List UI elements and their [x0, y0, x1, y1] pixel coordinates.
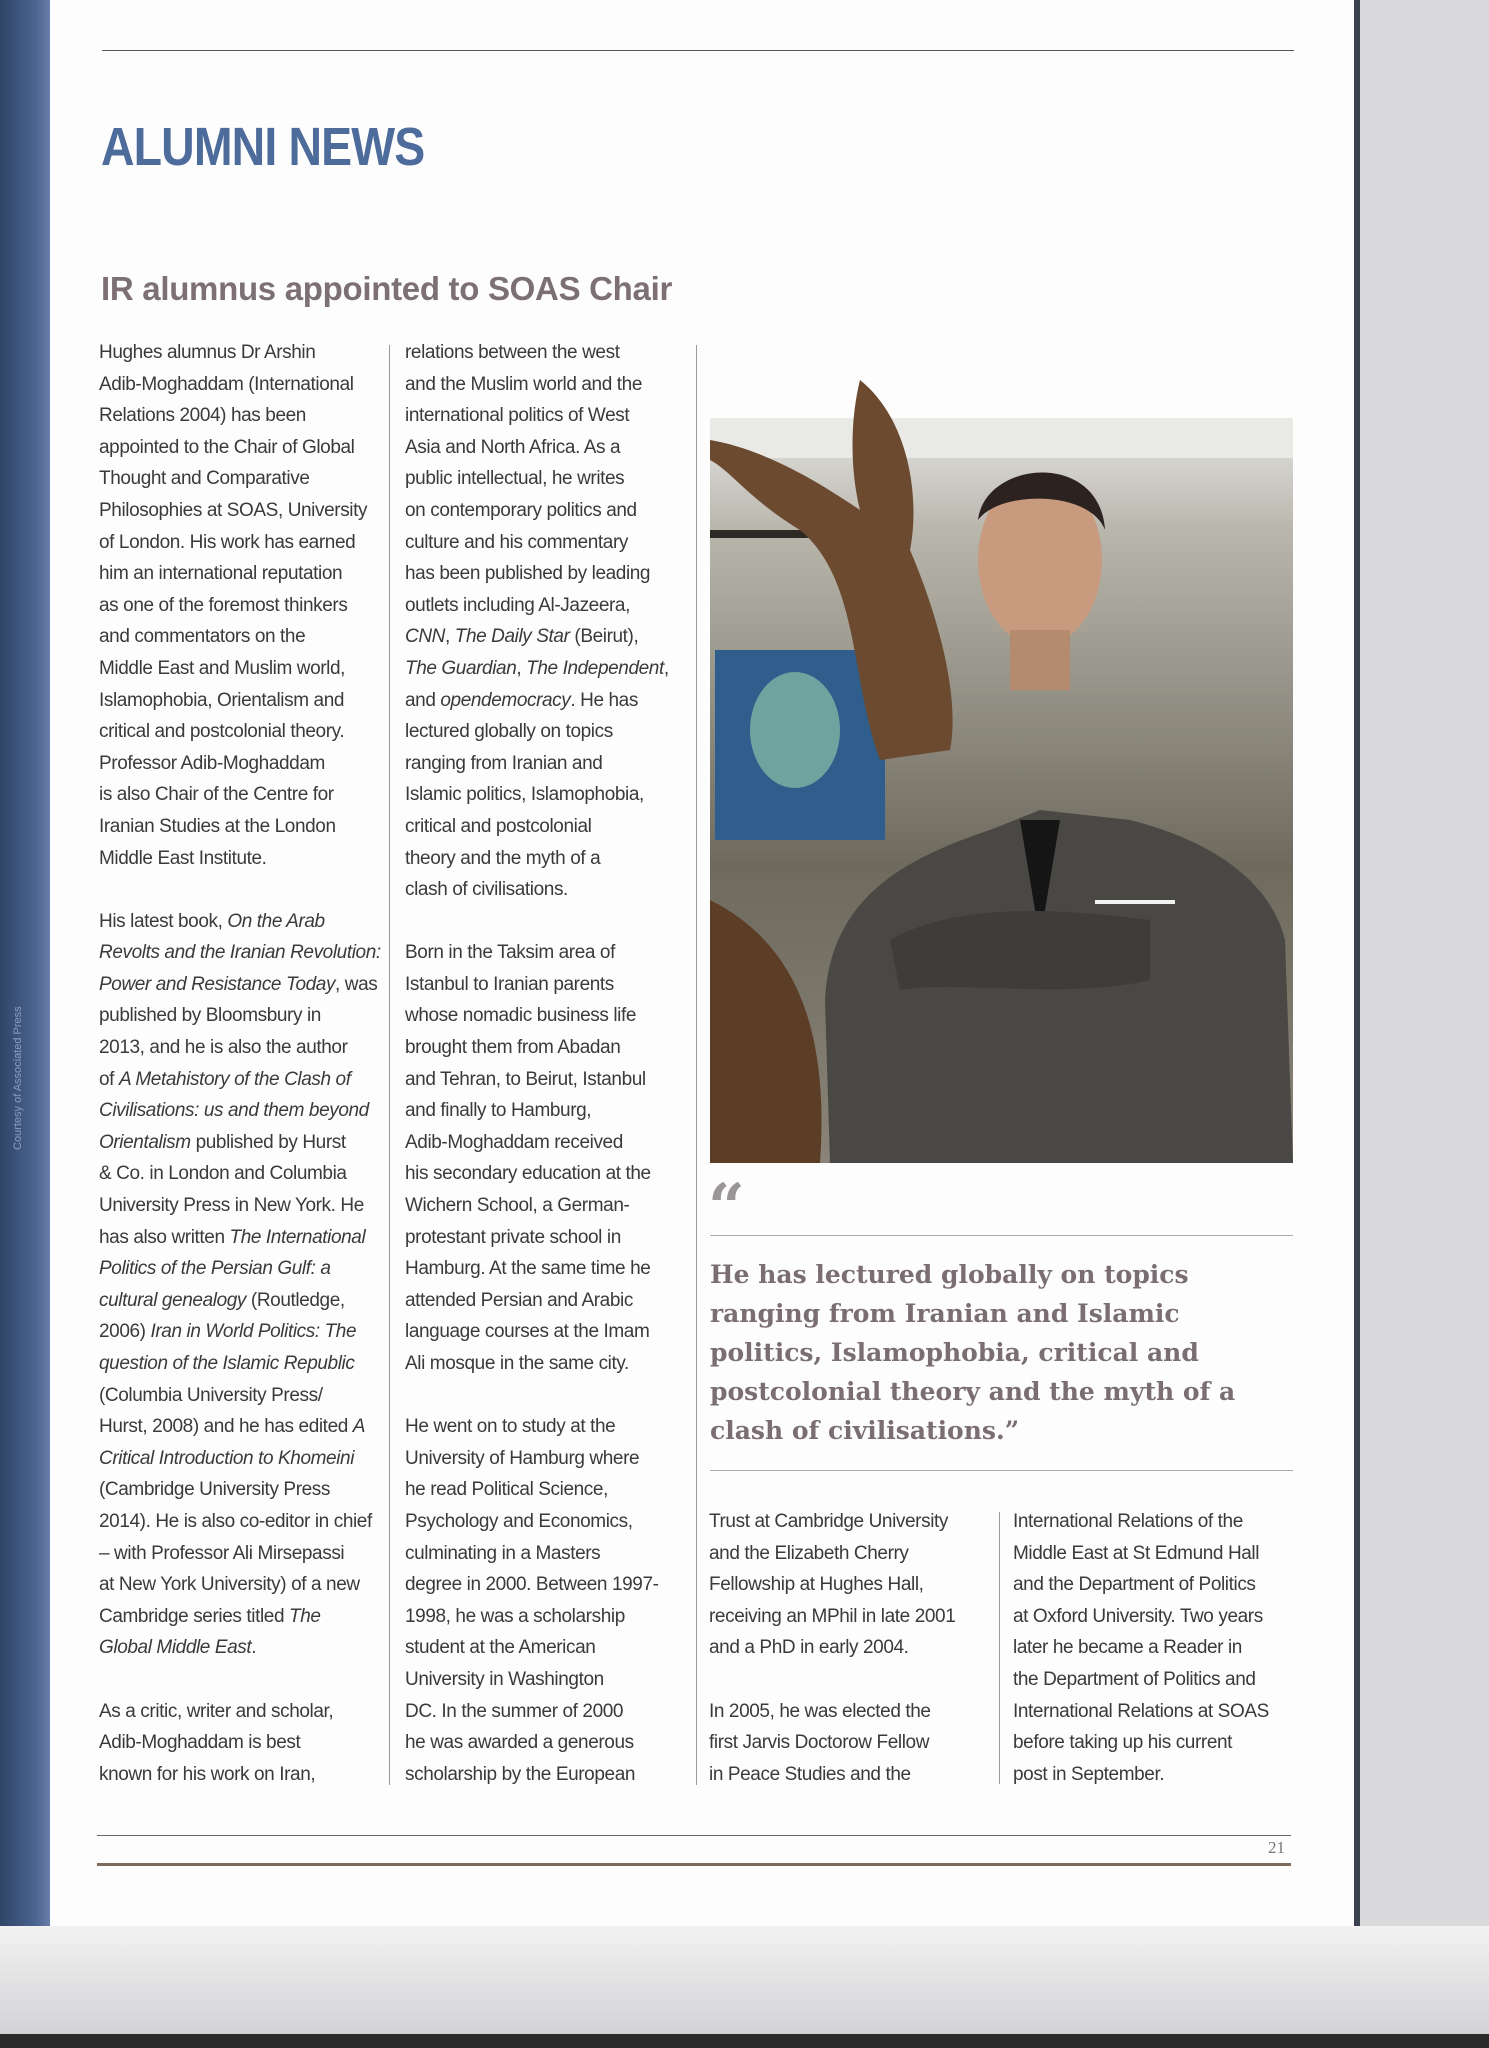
text-line: at Oxford University. Two years	[1013, 1605, 1263, 1627]
text-line	[99, 1664, 381, 1696]
scanner-edge	[0, 2034, 1489, 2048]
text-line: public intellectual, he writes	[405, 468, 625, 490]
text-line: Professor Adib-Moghaddam	[99, 752, 325, 774]
text-line: at New York University) of a new	[99, 1574, 360, 1596]
italic-title: The Independent	[526, 657, 664, 679]
text-line: culminating in a Masters	[405, 1542, 601, 1564]
text-span: Hurst, 2008) and he has edited	[99, 1416, 353, 1438]
text-span: of	[99, 1068, 119, 1090]
text-line	[405, 653, 669, 685]
text-line: international politics of West	[405, 405, 630, 427]
portrait-photo	[710, 380, 1293, 1163]
text-span: published by Hurst	[190, 1131, 346, 1153]
text-line: Middle East at St Edmund Hall	[1013, 1542, 1260, 1564]
text-line	[709, 1664, 955, 1696]
quote-top-rule	[710, 1235, 1293, 1236]
text-line	[99, 1601, 381, 1633]
text-line: Iranian Studies at the London	[99, 815, 336, 837]
italic-title: A Metahistory of the Clash of	[118, 1068, 351, 1090]
text-line: University of Hamburg where	[405, 1447, 640, 1469]
text-line: post in September.	[1013, 1763, 1165, 1785]
text-line: and the Elizabeth Cherry	[709, 1542, 909, 1564]
text-line: Hamburg. At the same time he	[405, 1258, 651, 1280]
text-span: ,	[663, 657, 669, 679]
text-span: and	[405, 689, 441, 711]
text-line: clash of civilisations.	[405, 879, 568, 901]
text-line: and the Muslim world and the	[405, 373, 642, 395]
text-line	[99, 906, 381, 938]
pull-quote: He has lectured globally on topics ranging from Iranian and Islamic politics, Islamophobia, critical and postcolonial theory and the myth of a clash of civilisations.”	[710, 1260, 1236, 1445]
text-line: appointed to the Chair of Global	[99, 436, 355, 458]
text-line: he read Political Science,	[405, 1479, 608, 1501]
text-line	[405, 685, 669, 717]
text-line: student at the American	[405, 1637, 596, 1659]
text-line: later he became a Reader in	[1013, 1637, 1242, 1659]
photo-credit: Courtesy of Associated Press	[12, 1006, 24, 1150]
text-line: Middle East Institute.	[99, 847, 267, 869]
text-line	[99, 937, 381, 969]
text-line: scholarship by the European	[405, 1763, 636, 1785]
italic-title: A	[352, 1416, 366, 1438]
text-line: Adib-Moghaddam received	[405, 1131, 623, 1153]
text-line: of London. His work has earned	[99, 531, 356, 553]
text-line: – with Professor Ali Mirsepassi	[99, 1542, 345, 1564]
text-line: (Cambridge University Press	[99, 1479, 330, 1501]
text-line: Trust at Cambridge University	[709, 1511, 948, 1532]
text-line: Asia and North Africa. As a	[405, 436, 621, 458]
italic-title: Revolts and the Iranian Revolution:	[99, 942, 381, 964]
text-line: degree in 2000. Between 1997-	[405, 1574, 659, 1596]
text-line: DC. In the summer of 2000	[405, 1700, 624, 1722]
column-divider	[696, 345, 697, 1785]
text-line	[99, 1064, 381, 1096]
quote-bottom-rule	[710, 1470, 1293, 1471]
italic-title: Global Middle East	[99, 1637, 252, 1659]
text-span: Cambridge series titled	[99, 1605, 289, 1627]
text-line: published by Bloomsbury in	[99, 1005, 321, 1027]
text-line: Islamophobia, Orientalism and	[99, 689, 345, 711]
text-line: As a critic, writer and scholar,	[99, 1700, 334, 1722]
italic-title: The Guardian	[405, 657, 517, 679]
italic-title: Critical Introduction to Khomeini	[99, 1447, 355, 1469]
text-line: on contemporary politics and	[405, 499, 637, 521]
text-line: before taking up his current	[1013, 1732, 1233, 1754]
text-line: University Press in New York. He	[99, 1195, 364, 1217]
text-line: and a PhD in early 2004.	[709, 1637, 909, 1659]
text-line: as one of the foremost thinkers	[99, 594, 348, 616]
text-line	[99, 1632, 381, 1664]
section-title: ALUMNI NEWS	[101, 117, 425, 177]
text-line: known for his work on Iran,	[99, 1763, 316, 1785]
text-line: and Tehran, to Beirut, Istanbul	[405, 1068, 646, 1090]
text-line: Istanbul to Iranian parents	[405, 973, 614, 995]
italic-title: question of the Islamic Republic	[99, 1353, 355, 1374]
text-line	[99, 1411, 381, 1443]
text-line: Hughes alumnus Dr Arshin	[99, 342, 316, 363]
text-line: whose nomadic business life	[405, 1005, 637, 1027]
italic-title: On the Arab	[227, 910, 325, 932]
italic-title: The	[288, 1605, 321, 1627]
italic-title: opendemocracy	[440, 689, 571, 711]
text-span: ,	[516, 657, 527, 679]
text-line	[99, 1127, 381, 1159]
article-column-2	[405, 337, 669, 1790]
scanner-background	[0, 1926, 1489, 2048]
text-line: ranging from Iranian and	[405, 752, 603, 774]
text-line: and the Department of Politics	[1013, 1574, 1256, 1596]
text-line: Ali mosque in the same city.	[405, 1353, 629, 1374]
text-line: Relations 2004) has been	[99, 405, 306, 427]
article-column-3	[709, 1506, 955, 1790]
text-line: lectured globally on topics	[405, 721, 613, 743]
quote-mark: “	[708, 1170, 745, 1245]
text-span: .	[251, 1637, 257, 1659]
text-line: Adib-Moghaddam is best	[99, 1732, 301, 1754]
text-line: Psychology and Economics,	[405, 1510, 633, 1532]
text-line: critical and postcolonial	[405, 815, 592, 837]
text-line: & Co. in London and Columbia	[99, 1163, 347, 1185]
footer-rule-thick	[97, 1863, 1291, 1866]
italic-title: Iran in World Politics: The	[150, 1321, 357, 1343]
text-line: Philosophies at SOAS, University	[99, 499, 368, 521]
text-line	[99, 1095, 381, 1127]
text-line: Wichern School, a German-	[405, 1195, 630, 1217]
text-line: the Department of Politics and	[1013, 1668, 1256, 1690]
column-divider	[389, 345, 390, 1785]
text-line: his secondary education at the	[405, 1163, 651, 1185]
text-line	[99, 1285, 381, 1317]
page-edge	[1354, 0, 1360, 1926]
text-line	[99, 1222, 381, 1254]
text-line	[99, 1348, 381, 1380]
text-line: attended Persian and Arabic	[405, 1289, 633, 1311]
text-line: In 2005, he was elected the	[709, 1700, 931, 1722]
text-line	[99, 1316, 381, 1348]
text-line: him an international reputation	[99, 563, 343, 585]
text-line: receiving an MPhil in late 2001	[709, 1605, 956, 1627]
text-line: critical and postcolonial theory.	[99, 721, 345, 743]
text-line: University in Washington	[405, 1668, 604, 1690]
text-line	[405, 621, 669, 653]
text-line: he was awarded a generous	[405, 1732, 634, 1754]
article-headline: IR alumnus appointed to SOAS Chair	[101, 270, 673, 307]
text-line: International Relations at SOAS	[1013, 1700, 1269, 1722]
text-span: . He has	[570, 689, 638, 711]
text-span: (Routledge,	[246, 1289, 345, 1311]
text-line	[99, 1443, 381, 1475]
text-line	[405, 906, 669, 938]
text-line: protestant private school in	[405, 1226, 621, 1248]
text-line	[99, 969, 381, 1001]
text-line: Islamic politics, Islamophobia,	[405, 784, 644, 806]
text-line: is also Chair of the Centre for	[99, 784, 334, 806]
italic-title: The International	[229, 1226, 366, 1248]
italic-title: cultural genealogy	[99, 1289, 247, 1311]
text-line: International Relations of the	[1013, 1511, 1243, 1532]
page-number: 21	[1268, 1838, 1285, 1857]
article-column-1	[99, 337, 381, 1790]
text-line: language courses at the Imam	[405, 1321, 650, 1343]
text-line: 1998, he was a scholarship	[405, 1605, 625, 1627]
text-line: in Peace Studies and the	[709, 1763, 911, 1785]
text-line: 2013, and he is also the author	[99, 1037, 348, 1059]
italic-title: Politics of the Persian Gulf: a	[99, 1258, 331, 1280]
text-line: has been published by leading	[405, 563, 651, 585]
italic-title: Civilisations: us and them beyond	[99, 1100, 369, 1122]
text-span: , was	[335, 973, 378, 995]
footer-rule	[97, 1835, 1291, 1836]
text-line	[405, 1380, 669, 1412]
text-line: Middle East and Muslim world,	[99, 657, 346, 679]
text-line: brought them from Abadan	[405, 1037, 621, 1059]
text-line: He went on to study at the	[405, 1416, 616, 1438]
italic-title: Orientalism	[99, 1131, 191, 1153]
text-line	[99, 874, 381, 906]
text-line: theory and the myth of a	[405, 847, 601, 869]
text-line: (Columbia University Press/	[99, 1384, 323, 1406]
column-divider	[999, 1512, 1000, 1784]
text-span: 2006)	[99, 1321, 151, 1343]
text-span: His latest book,	[99, 910, 228, 932]
text-line: 2014). He is also co-editor in chief	[99, 1510, 372, 1532]
text-line: culture and his commentary	[405, 531, 628, 553]
italic-title: CNN	[405, 626, 445, 648]
text-line: and finally to Hamburg,	[405, 1100, 592, 1122]
text-line: Born in the Taksim area of	[405, 942, 615, 964]
text-line: first Jarvis Doctorow Fellow	[709, 1732, 930, 1754]
top-rule	[102, 50, 1294, 51]
italic-title: Power and Resistance Today	[99, 973, 336, 995]
text-line: Fellowship at Hughes Hall,	[709, 1574, 924, 1596]
spine-bar	[0, 0, 50, 1926]
text-line: Adib-Moghaddam (International	[99, 373, 354, 395]
italic-title: The Daily Star	[454, 626, 570, 648]
text-line: relations between the west	[405, 342, 620, 363]
text-span: ,	[444, 626, 455, 648]
text-line: and commentators on the	[99, 626, 306, 648]
text-span: (Beirut),	[569, 626, 639, 648]
text-span: has also written	[99, 1226, 230, 1248]
text-line	[99, 1253, 381, 1285]
text-line: outlets including Al-Jazeera,	[405, 594, 630, 616]
article-column-4	[1013, 1506, 1269, 1790]
text-line: Thought and Comparative	[99, 468, 310, 490]
